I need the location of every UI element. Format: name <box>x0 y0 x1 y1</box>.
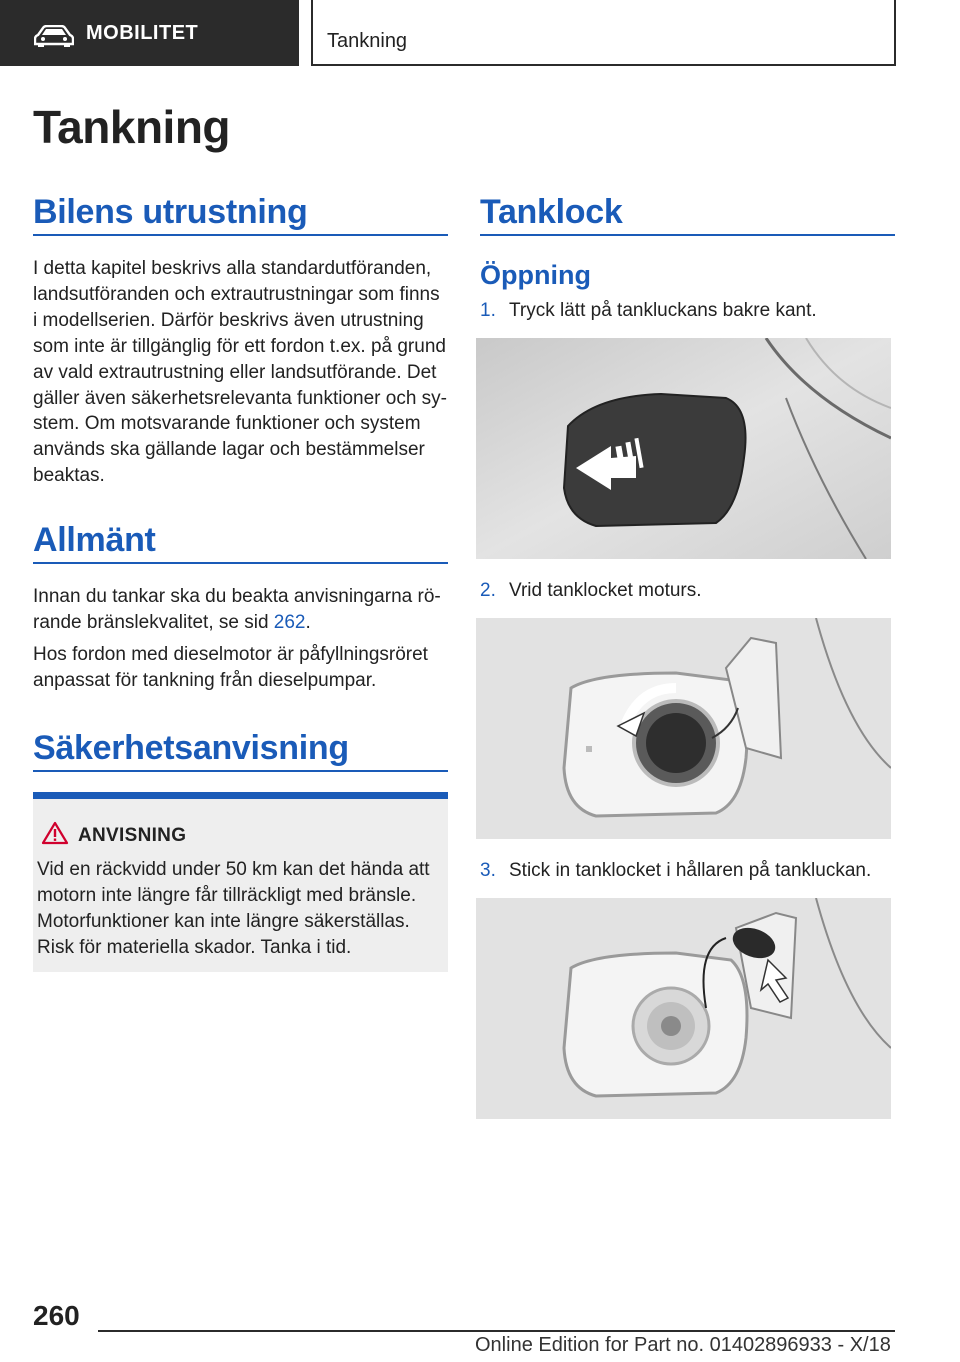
notice-box <box>33 792 448 972</box>
heading-rule <box>480 234 895 236</box>
fuel-flap-illustration <box>476 338 891 559</box>
notice-text <box>37 857 442 961</box>
section-label: MOBILITET <box>86 22 199 44</box>
step-number: 3. <box>480 860 496 881</box>
text-line: av vald extrautrustning eller landsutförande. Det <box>33 361 437 383</box>
text-line: Vid en räckvidd under 50 km kan det hända att <box>37 859 430 880</box>
bilens-paragraph <box>33 256 453 489</box>
car-icon <box>34 25 74 47</box>
text-line: gäller även säkerhetsrelevanta funktioner och sy‐ <box>33 387 448 409</box>
notice-title: ANVISNING <box>78 825 187 846</box>
fuel-cap-holder-illustration <box>476 898 891 1119</box>
text-line: Motorfunktioner kan inte längre säkerställas. <box>37 911 410 932</box>
text-segment: . <box>305 611 311 633</box>
warning-triangle-icon <box>41 821 69 845</box>
step-number: 2. <box>480 580 496 601</box>
heading-rule <box>33 562 448 564</box>
step-text: Vrid tanklocket moturs. <box>509 580 702 601</box>
page-reference-link[interactable]: 262 <box>273 611 306 633</box>
text-line: beaktas. <box>33 465 105 487</box>
heading-tanklock: Tanklock <box>480 193 623 231</box>
allmant-paragraph-1 <box>33 584 453 636</box>
page-number: 260 <box>33 1300 80 1331</box>
text-line: landsutföranden och extrautrustningar som finns <box>33 283 440 305</box>
step-number: 1. <box>480 300 496 321</box>
heading-rule <box>33 770 448 772</box>
topic-tab <box>311 0 896 66</box>
section-tab <box>0 0 299 66</box>
fuel-flap-photo <box>476 338 891 559</box>
text-line: stem. Om motsvarande funktioner och system <box>33 413 421 435</box>
text-line: Risk för materiella skador. Tanka i tid. <box>37 937 352 958</box>
text-line: används ska gällande lagar och bestämmelser <box>33 439 425 461</box>
text-line: Hos fordon med dieselmotor är påfyllningsröret <box>33 644 428 665</box>
step-text: Tryck lätt på tankluckans bakre kant. <box>509 300 817 321</box>
text-line: motorn inte längre får tillräckligt med bränsle. <box>37 885 417 906</box>
fuel-cap-turn-illustration <box>476 618 891 839</box>
text-line: i modellserien. Därför beskrivs även utrustning <box>33 309 424 331</box>
text-line <box>33 610 453 636</box>
heading-bilens-utrustning: Bilens utrustning <box>33 193 308 231</box>
subheading-oppning: Öppning <box>480 260 591 290</box>
text-line: I detta kapitel beskrivs alla standardutföranden, <box>33 258 432 279</box>
allmant-paragraph-2 <box>33 642 453 694</box>
heading-rule <box>33 234 448 236</box>
topic-label: Tankning <box>327 30 408 52</box>
text-segment: rande bränslekvalitet, se sid <box>33 611 274 633</box>
fuel-cap-holder-photo <box>476 898 891 1119</box>
step-text: Stick in tanklocket i hållaren på tankluckan. <box>509 860 872 881</box>
text-line: Innan du tankar ska du beakta anvisningarna rö‐ <box>33 586 441 607</box>
edition-label: Online Edition for Part no. 01402896933 - X/18 <box>475 1334 891 1356</box>
text-line: som inte är tillgänglig för ett fordon t.ex. på grund <box>33 335 446 357</box>
fuel-cap-turn-photo <box>476 618 891 839</box>
heading-allmant: Allmänt <box>33 521 156 559</box>
page-title: Tankning <box>33 101 231 153</box>
footer-rule <box>98 1330 895 1332</box>
heading-sakerhetsanvisning: Säkerhetsanvisning <box>33 729 349 767</box>
text-line: anpassat för tankning från dieselpumpar. <box>33 669 377 691</box>
